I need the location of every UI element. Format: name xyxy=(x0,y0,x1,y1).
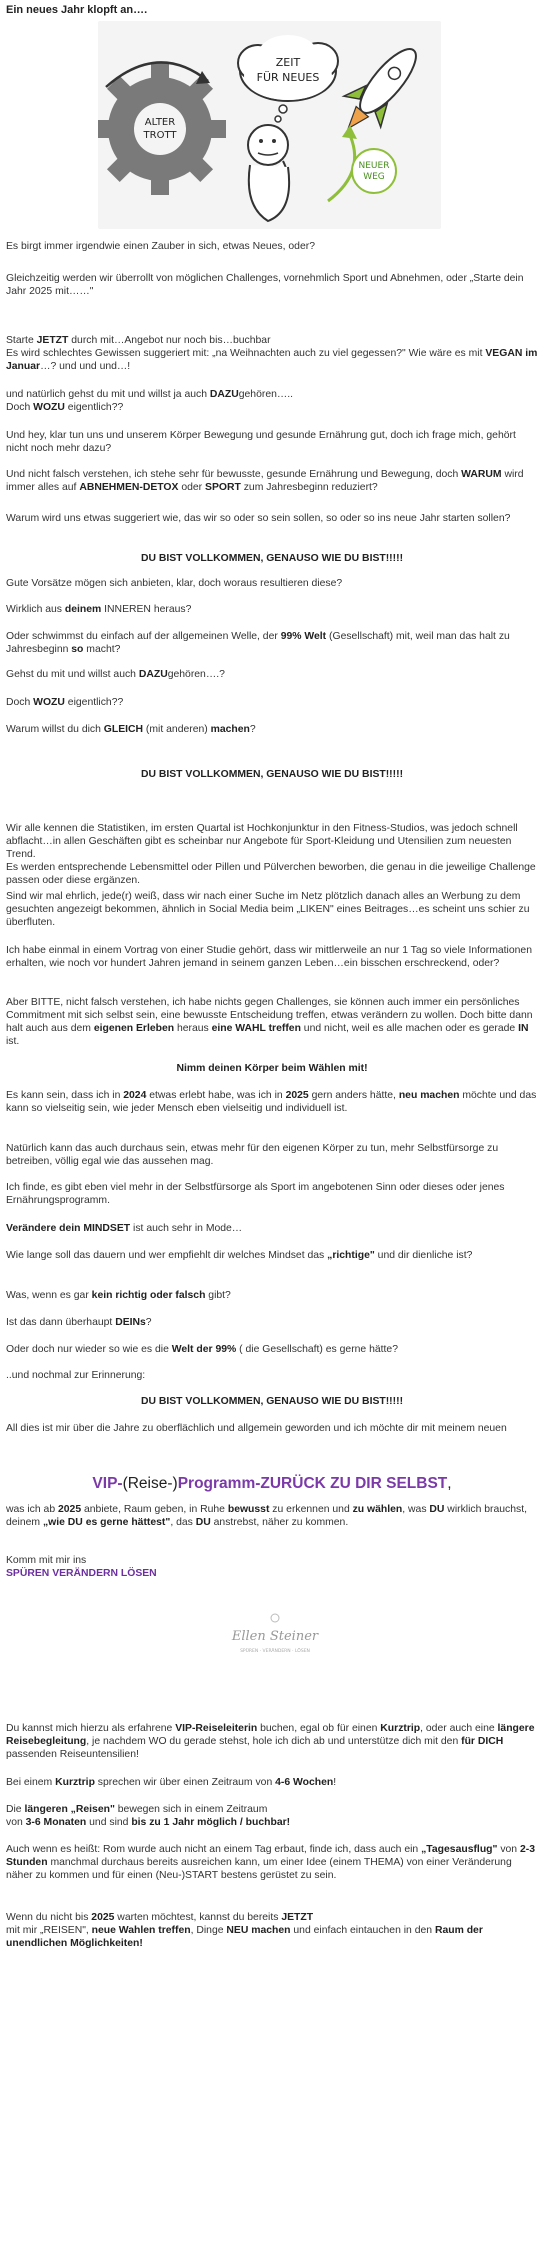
paragraph-3: Starte JETZT durch mit…Angebot nur noch bis…buchbar Es wird schlechtes Gewissen suggeriert mit: „na Weihnachten auch zu viel gegessen?" Wie wäre es mit VEGAN im Januar…? und und und…! xyxy=(6,335,538,372)
paragraph-13: Warum willst du dich GLEICH (mit anderen) machen? xyxy=(6,724,256,735)
hero-illustration xyxy=(98,21,441,229)
cloud-label-1: ZEIT xyxy=(275,56,301,69)
gear-label-2: TROTT xyxy=(143,130,177,141)
paragraph-17: Aber BITTE, nicht falsch verstehen, ich habe nichts gegen Challenges, sie können auch immer ein persönliches Commitment mit sich selbst sein, eine bewusste Entscheidung treffen, etwas verändern zu wollen. Doch bitte dann halt auch aus dem eigenen Erleben heraus eine WAHL treffen und nicht, weil es alle machen oder es gerade IN ist. xyxy=(6,997,533,1047)
paragraph-23: Was, wenn es gar kein richtig oder falsch gibt? xyxy=(6,1290,231,1301)
tagline-link: SPÜREN VERÄNDERN LÖSEN xyxy=(6,1568,157,1579)
thinking-person-icon xyxy=(248,125,289,221)
change-sketch-image xyxy=(98,21,441,229)
paragraph-15: Sind wir mal ehrlich, jede(r) weiß, dass wir nach einer Suche im Netz plötzlich danach alles an Werbung zu dem gesuchten angezeigt bekommen, ähnlich in Social Media beim „LIKEN" eines Beitrages…es scheint uns schier zu überfluten. xyxy=(6,891,530,928)
paragraph-8: Gute Vorsätze mögen sich anbieten, klar, doch woraus resultieren diese? xyxy=(6,578,343,589)
paragraph-24: Ist das dann überhaupt DEINs? xyxy=(6,1317,152,1328)
paragraph-27: All dies ist mir über die Jahre zu oberflächlich und allgemein geworden und ich möchte dir mit meinem neuen xyxy=(6,1423,507,1434)
brand-logo xyxy=(230,1612,320,1660)
paragraph-6: Und nicht falsch verstehen, ich stehe sehr für bewusste, gesunde Ernährung und Bewegung, doch WARUM wird immer alles auf ABNEHMEN-DETOX oder SPORT zum Jahresbeginn reduziert? xyxy=(6,469,524,493)
page-title: Ein neues Jahr klopft an…. xyxy=(6,4,148,16)
paragraph-2: Gleichzeitig werden wir überrollt von möglichen Challenges, vornehmlich Sport und Abnehmen, oder „Starte dein Jahr 2025 mit……" xyxy=(6,273,524,297)
paragraph-32: Bei einem Kurztrip sprechen wir über einen Zeitraum von 4-6 Wochen! xyxy=(6,1777,337,1788)
rocket-icon xyxy=(330,35,432,144)
gear-label-1: ALTER xyxy=(144,117,176,128)
paragraph-19: Natürlich kann das auch durchaus sein, etwas mehr für den eigenen Körper zu tun, mehr Selbstfürsorge zu betreiben, völlig egal wie das aussehen mag. xyxy=(6,1143,499,1167)
paragraph-14: Wir alle kennen die Statistiken, im ersten Quartal ist Hochkonjunktur in den Fitness-Studios, was jedoch schnell abflacht…in allen Geschäften gibt es scheinbar nur Angebote für Sport-Kleidung und Utensilien zum neuesten Trend. Es werden entsprechende Lebensmittel oder Pillen und Pülverchen beworben, die genau in die jeweilige Challenge passen oder diese ergänzen. xyxy=(6,823,536,886)
motto-1: DU BIST VOLLKOMMEN, GENAUSO WIE DU BIST!!!!! xyxy=(140,553,404,564)
paragraph-5: Und hey, klar tun uns und unserem Körper Bewegung und gesunde Ernährung gut, doch ich frage mich, gehört nicht noch mehr dazu? xyxy=(6,430,516,454)
cloud-label-2: FÜR NEUES xyxy=(256,71,320,84)
paragraph-29: Komm mit mir ins xyxy=(6,1555,87,1566)
section-heading: Nimm deinen Körper beim Wählen mit! xyxy=(176,1063,368,1074)
rocket-label-1: NEUER xyxy=(358,161,390,171)
paragraph-4: und natürlich gehst du mit und willst ja auch DAZUgehören….. Doch WOZU eigentlich?? xyxy=(6,389,294,413)
paragraph-18: Es kann sein, dass ich in 2024 etwas erlebt habe, was ich in 2025 gern anders hätte, neu machen möchte und das kann so vielseitig sein, wie jeder Mensch eben vielseitig und individuell ist. xyxy=(6,1090,537,1114)
motto-2: DU BIST VOLLKOMMEN, GENAUSO WIE DU BIST!!!!! xyxy=(140,769,404,780)
paragraph-7: Warum wird uns etwas suggeriert wie, das wir so oder so sein sollen, so oder so ins neue Jahr starten sollen? xyxy=(6,513,511,524)
paragraph-35: Wenn du nicht bis 2025 warten möchtest, kannst du bereits JETZT mit mir „REISEN", neue Wahlen treffen, Dinge NEU machen und einfach eintauchen in den Raum der unendlichen Möglichkeiten! xyxy=(6,1912,483,1949)
paragraph-16: Ich habe einmal in einem Vortrag von einer Studie gehört, dass wir mittlerweile an nur 1 Tag so viele Informationen erhalten, wie noch vor hundert Jahren jemand in seinem ganzen Leben…ein bisschen erschreckend, oder? xyxy=(6,945,532,969)
motto-3: DU BIST VOLLKOMMEN, GENAUSO WIE DU BIST!!!!! xyxy=(140,1396,404,1407)
paragraph-9: Wirklich aus deinem INNEREN heraus? xyxy=(6,604,192,615)
paragraph-21: Verändere dein MINDSET ist auch sehr in Mode… xyxy=(6,1223,243,1234)
paragraph-10: Oder schwimmst du einfach auf der allgemeinen Welle, der 99% Welt (Gesellschaft) mit, weil man das halt zu Jahresbeginn so macht? xyxy=(6,631,510,655)
logo-tagline: SPÜREN · VERÄNDERN · LÖSEN xyxy=(240,1649,310,1654)
rocket-label-2: WEG xyxy=(363,172,385,182)
paragraph-25: Oder doch nur wieder so wie es die Welt der 99% ( die Gesellschaft) es gerne hätte? xyxy=(6,1344,398,1355)
paragraph-31: Du kannst mich hierzu als erfahrene VIP-Reiseleiterin buchen, egal ob für einen Kurztrip, oder auch eine längere Reisebegleitung, je nachdem WO du gerade stehst, hole ich dich ab und unterstütze dich mit den für DICH passenden Reiseuntensilien! xyxy=(6,1723,535,1760)
paragraph-34: Auch wenn es heißt: Rom wurde auch nicht an einem Tag erbaut, finde ich, dass auch ein „Tagesausflug" von 2-3 Stunden manchmal durchaus bereits ausreichen kann, um einer Idee (einem THEMA) von einer Veränderung näher zu kommen und für einen (Neu-)START bestens gerüstet zu sein. xyxy=(6,1844,535,1881)
logo-name: Ellen Steiner xyxy=(231,1629,319,1644)
paragraph-28: was ich ab 2025 anbiete, Raum geben, in Ruhe bewusst zu erkennen und zu wählen, was DU wirklich brauchst, deinem „wie DU es gerne hättest", das DU anstrebst, näher zu kommen. xyxy=(6,1504,527,1528)
paragraph-11: Gehst du mit und willst auch DAZUgehören….? xyxy=(6,669,225,680)
logo-signature-icon xyxy=(230,1612,320,1660)
paragraph-26: ..und nochmal zur Erinnerung: xyxy=(6,1370,146,1381)
paragraph-33: Die längeren „Reisen" bewegen sich in einem Zeitraum von 3-6 Monaten und sind bis zu 1 Jahr möglich / buchbar! xyxy=(6,1804,291,1828)
paragraph-20: Ich finde, es gibt eben viel mehr in der Selbstfürsorge als Sport im angebotenen Sinn oder dieses oder jenes Ernährungsprogramm. xyxy=(6,1182,505,1206)
paragraph-12: Doch WOZU eigentlich?? xyxy=(6,697,124,708)
paragraph-22: Wie lange soll das dauern und wer empfiehlt dir welches Mindset das „richtige" und dir dienliche ist? xyxy=(6,1250,473,1261)
vip-program-heading: VIP-(Reise-)Programm-ZURÜCK ZU DIR SELBST, xyxy=(92,1475,452,1492)
paragraph-1: Es birgt immer irgendwie einen Zauber in sich, etwas Neues, oder? xyxy=(6,241,315,252)
